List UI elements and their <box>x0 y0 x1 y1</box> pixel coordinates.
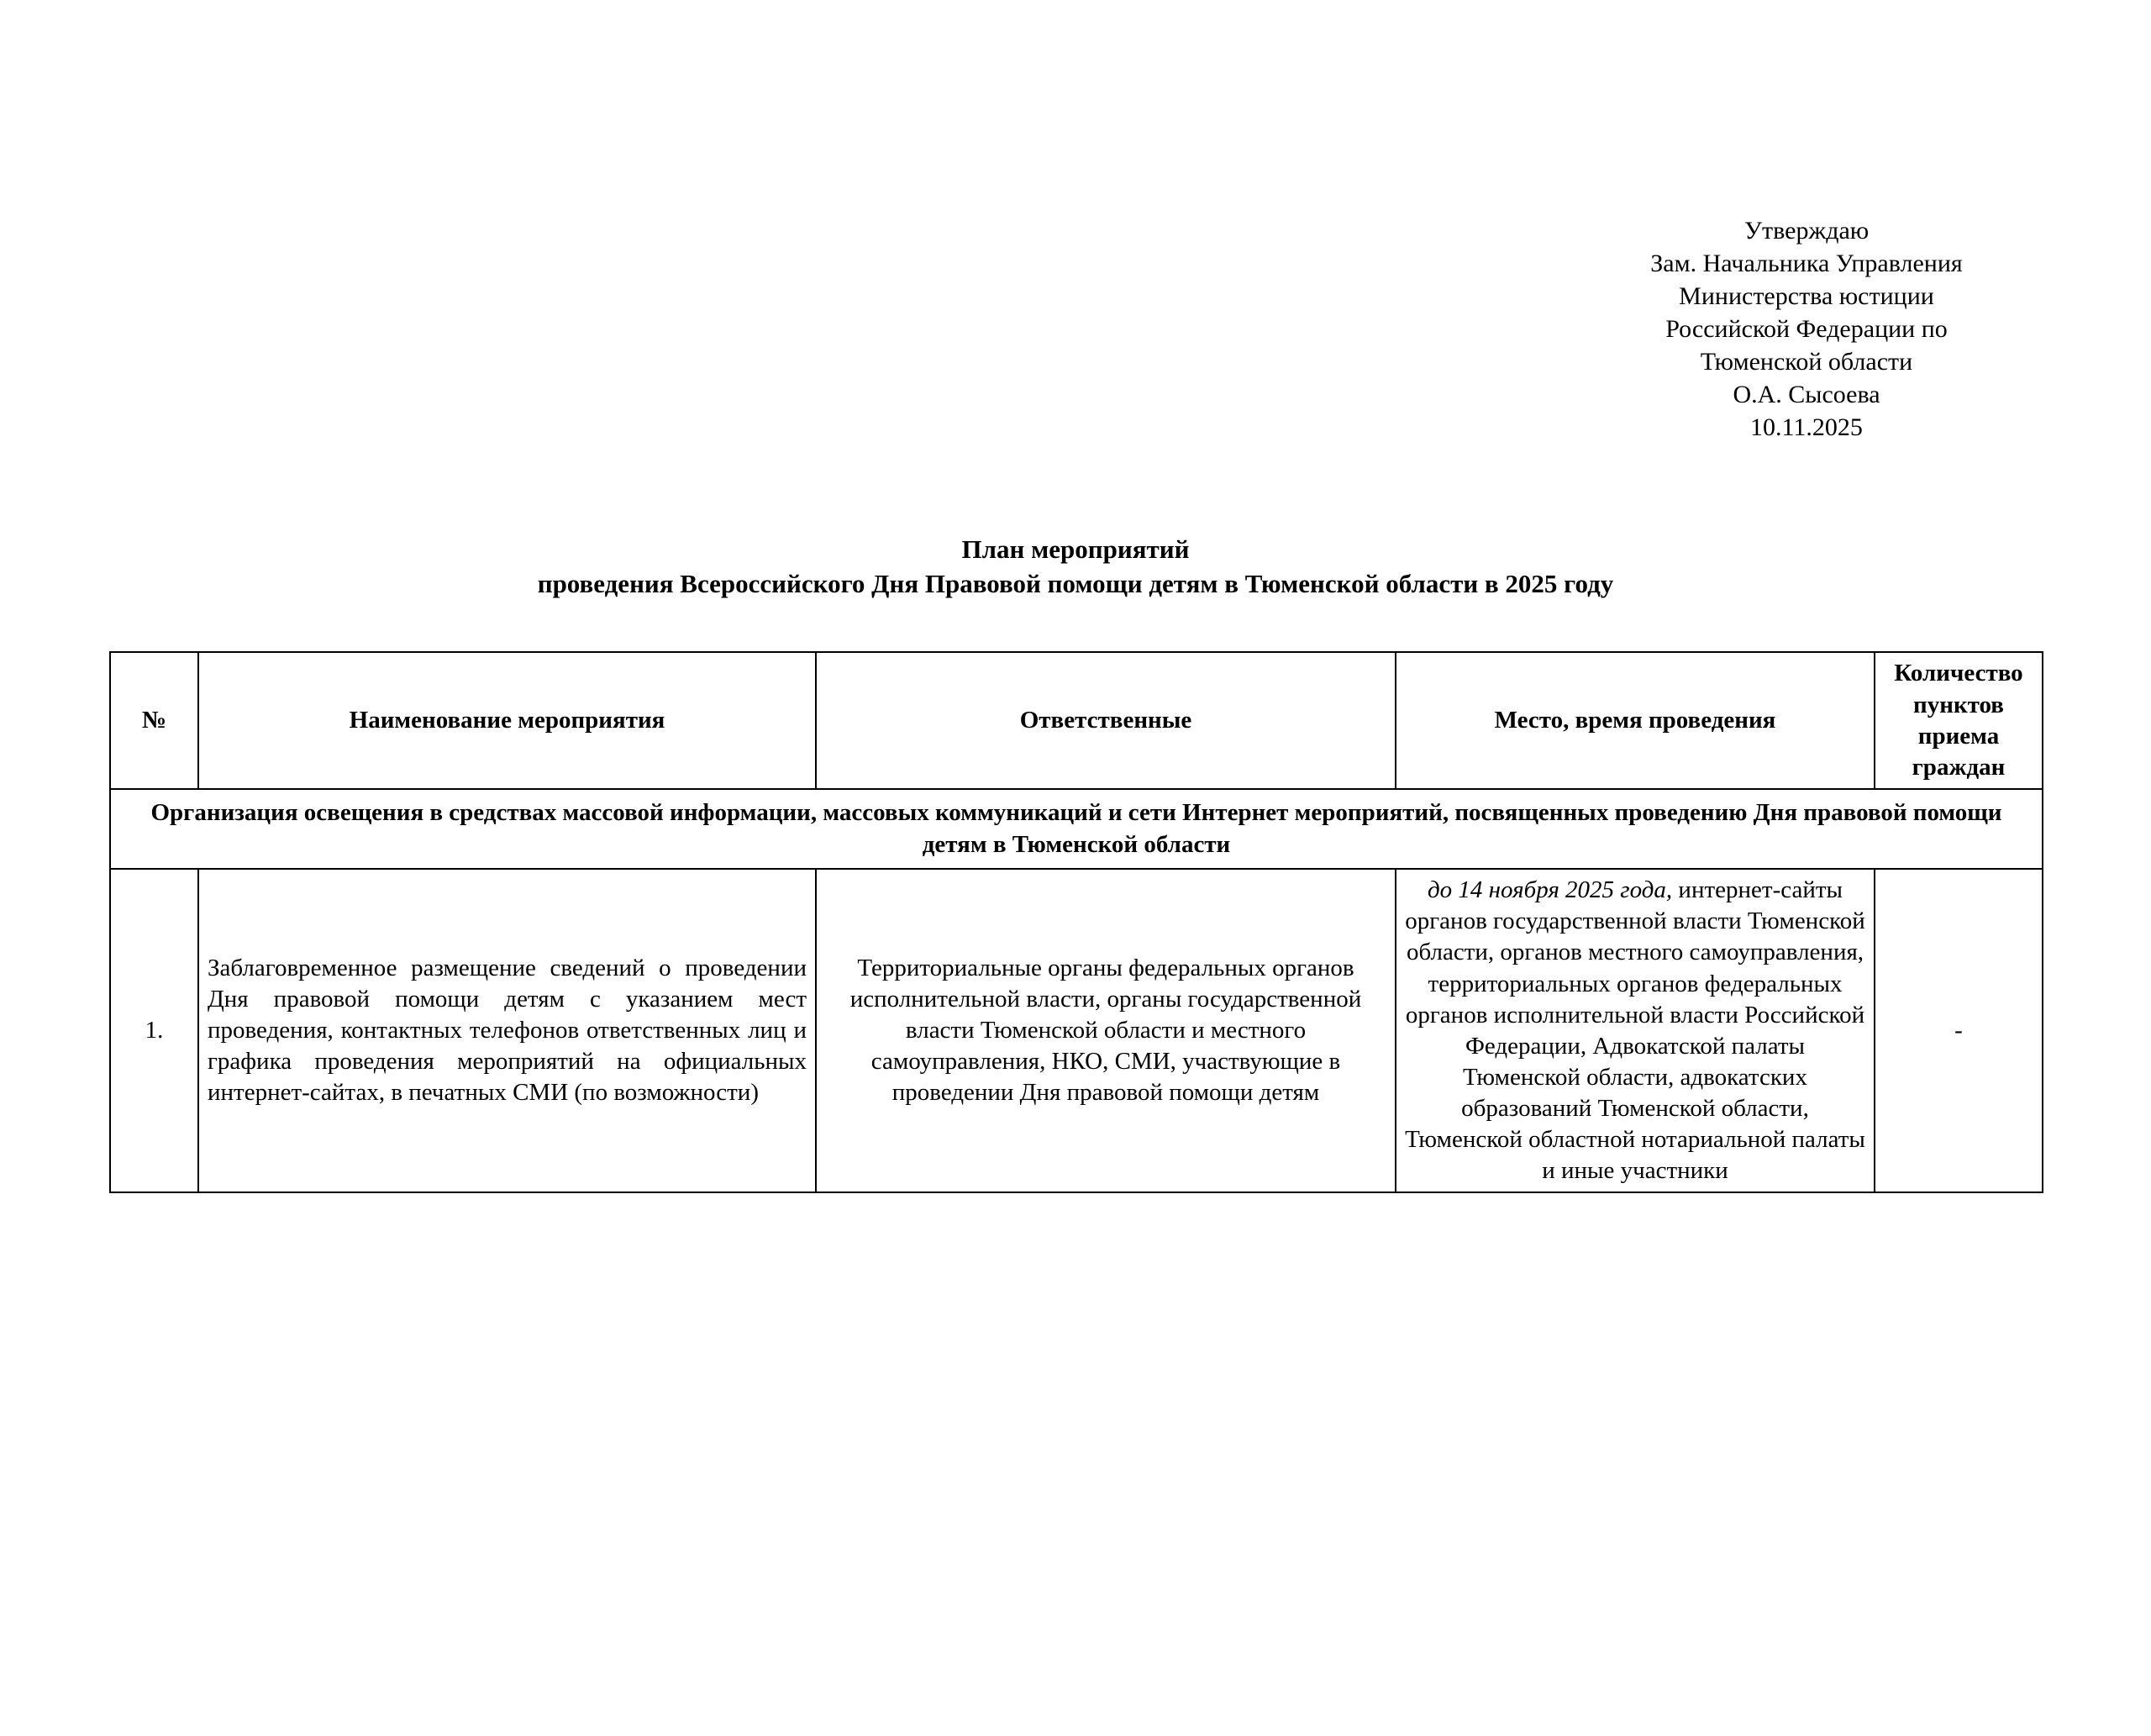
page-title-line-1: План мероприятий <box>961 534 1190 564</box>
plan-table <box>109 651 2043 1193</box>
approval-block <box>1571 214 2042 444</box>
approval-line-1: Утверждаю <box>1743 217 1870 245</box>
document-page <box>0 214 2151 1736</box>
row-number: 1. <box>110 869 198 1192</box>
table-header <box>110 652 2043 788</box>
column-header-place: Место, время проведения <box>1396 652 1875 788</box>
approval-date: 10.11.2025 <box>1750 413 1863 441</box>
column-header-count: Количество пунктов приема граждан <box>1875 652 2043 788</box>
approval-line-5: Тюменской области <box>1700 348 1913 376</box>
approval-signer: О.А. Сысоева <box>1733 381 1880 408</box>
table-body <box>110 789 2043 1192</box>
table-section-row <box>110 789 2043 869</box>
row-responsible: Территориальные органы федеральных органов исполнительной власти, органы государственной власти Тюменской области и местного самоуправления, НКО, СМИ, участвующие в проведении Дня правовой помощи детям <box>816 869 1396 1192</box>
approval-line-2: Зам. Начальника Управления <box>1650 250 1963 277</box>
row-place-details: интернет-сайты органов государственной власти Тюменской области, органов местного самоуправления, территориальных органов федеральных органов исполнительной власти Российской Федерации, Адвокатской палаты Тюменской области, адвокатских образований Тюменской области, Тюменской областной нотариальной палаты и иные участники <box>1405 876 1865 1185</box>
table-row <box>110 869 2043 1192</box>
row-place-time <box>1396 869 1875 1192</box>
page-title <box>109 532 2042 601</box>
approval-line-3: Министерства юстиции <box>1679 282 1934 310</box>
approval-line-4: Российской Федерации по <box>1665 315 1948 343</box>
section-title: Организация освещения в средствах массовой информации, массовых коммуникаций и сети Интернет мероприятий, посвященных проведению Дня правовой помощи детям в Тюменской области <box>110 789 2043 869</box>
column-header-number: № <box>110 652 198 788</box>
page-title-line-2: проведения Всероссийского Дня Правовой помощи детям в Тюменской области в 2025 году <box>537 569 1614 599</box>
table-header-row <box>110 652 2043 788</box>
column-header-responsible: Ответственные <box>816 652 1396 788</box>
row-place-deadline: до 14 ноября 2025 года, <box>1427 876 1673 904</box>
column-header-name: Наименование мероприятия <box>198 652 816 788</box>
row-reception-points-count: - <box>1875 869 2043 1192</box>
row-event-name: Заблаговременное размещение сведений о проведении Дня правовой помощи детям с указанием мест проведения, контактных телефонов ответственных лиц и графика проведения мероприятий на официальных интернет-сайтах, в печатных СМИ (по возможности) <box>198 869 816 1192</box>
